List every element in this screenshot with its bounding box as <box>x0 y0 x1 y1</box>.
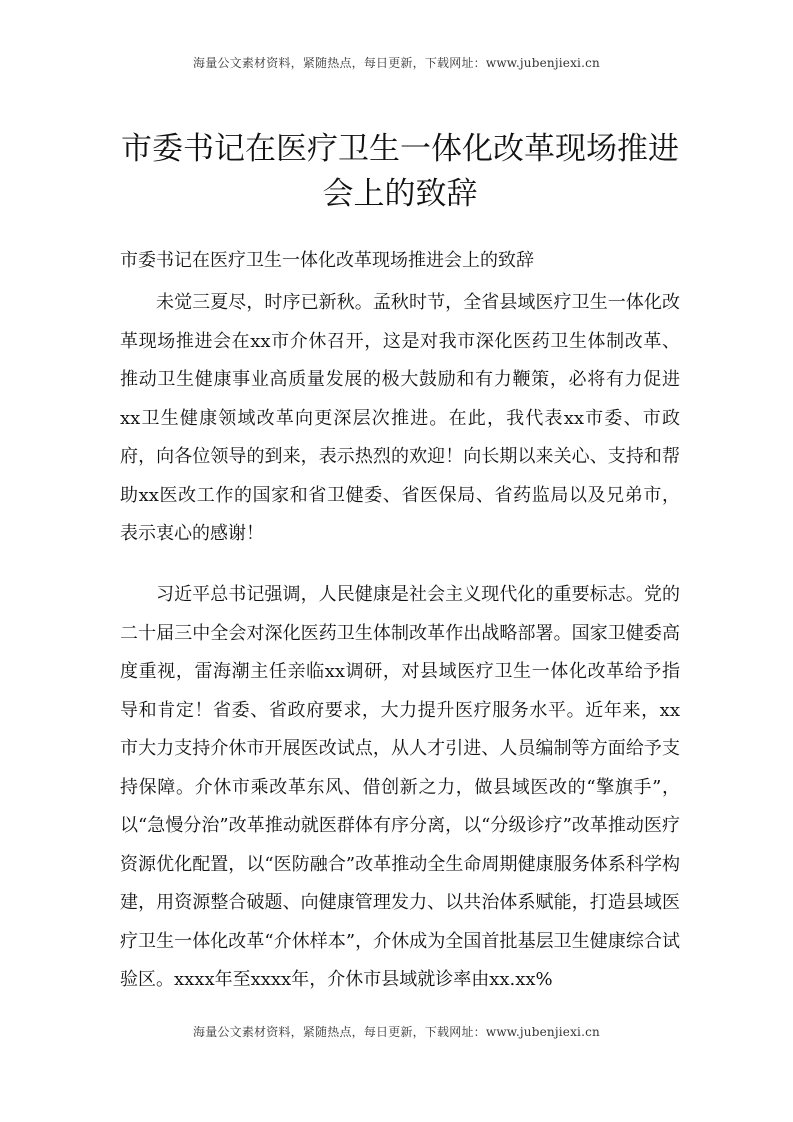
body-paragraph: 习近平总书记强调，人民健康是社会主义现代化的重要标志。党的二十届三中全会对深化医药卫生体制改革作出战略部署。国家卫健委高度重视，雷海潮主任亲临xx调研，对县域医疗卫生一体化改革给予指导和肯定！省委、省政府要求，大力提升医疗服务水平。近年来，xx市大力支持介休市开展医改试点，从人才引进、人员编制等方面给予支持保障。介休市乘改革东风、借创新之力，做县域医改的“擎旗手”，以“急慢分治”改革推动就医群体有序分离，以“分级诊疗”改革推动医疗资源优化配置，以“医防融合”改革推动全生命周期健康服务体系科学构建，用资源整合破题、向健康管理发力、以共治体系赋能，打造县域医疗卫生一体化改革“介休样本”，介休成为全国首批基层卫生健康综合试验区。xxxx年至xxxx年，介休市县域就诊率由xx.xx% <box>120 584 680 990</box>
document-title-line-1: 市委书记在医疗卫生一体化改革现场推进 <box>121 131 679 167</box>
footer-note: 海量公文素材资料，紧随热点，每日更新，下载网址：www.jubenjiexi.cn <box>193 1025 600 1039</box>
header-note: 海量公文素材资料，紧随热点，每日更新，下载网址：www.jubenjiexi.cn <box>193 56 600 70</box>
document-subtitle: 市委书记在医疗卫生一体化改革现场推进会上的致辞 <box>120 250 534 271</box>
body-paragraph: 未觉三夏尽，时序已新秋。孟秋时节，全省县域医疗卫生一体化改革现场推进会在xx市介休召开，这是对我市深化医药卫生体制改革、推动卫生健康事业高质量发展的极大鼓励和有力鞭策，必将有力促进xx卫生健康领域改革向更深层次推进。在此，我代表xx市委、市政府，向各位领导的到来，表示热烈的欢迎！向长期以来关心、支持和帮助xx医改工作的国家和省卫健委、省医保局、省药监局以及兄弟市，表示衷心的感谢！ <box>120 292 680 544</box>
document-title-line-2: 会上的致辞 <box>322 176 478 212</box>
